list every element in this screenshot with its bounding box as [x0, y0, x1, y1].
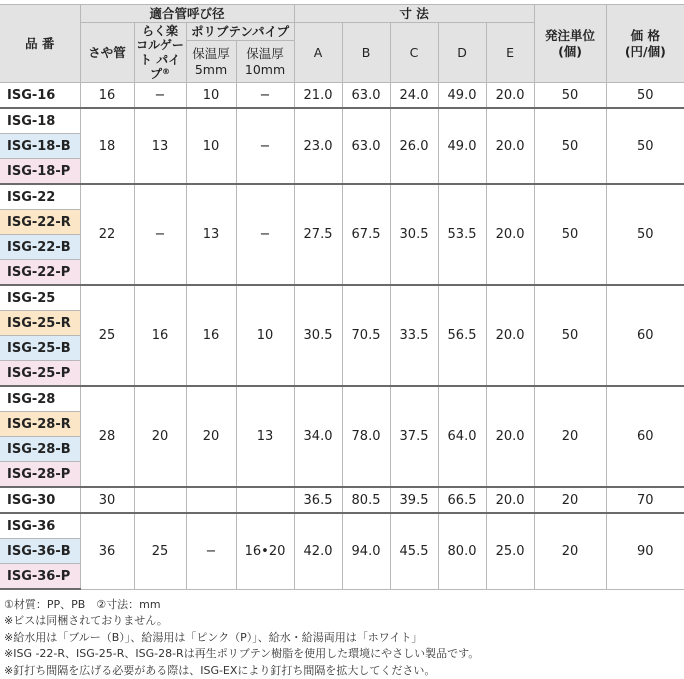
- note-line: ※給水用は「ブルー（B）」、給湯用は「ピンク（P）」、給水・給湯両用は「ホワイト」: [4, 630, 423, 644]
- note-line: ①材質：PP、PB ②寸法：mm: [4, 598, 161, 611]
- header-order-unit-line1: 発注単位: [545, 27, 596, 43]
- part-number-cell: ISG-18: [0, 108, 80, 134]
- corrugate-cell: 16: [134, 285, 186, 386]
- header-dim-c: C: [390, 23, 438, 83]
- part-number-cell: ISG-30: [0, 487, 80, 513]
- order-unit-cell: 50: [534, 108, 606, 184]
- insul-10-cell: −: [236, 108, 294, 184]
- table-row: [0, 184, 684, 210]
- sheath-cell: 16: [80, 83, 134, 109]
- dim-b-cell: 70.5: [342, 285, 390, 386]
- insul-5-cell: 10: [186, 108, 236, 184]
- insul-10-cell: [236, 487, 294, 513]
- header-corrugate-label: らく楽 コルゲート パイプ: [136, 23, 184, 81]
- table-row: [0, 513, 684, 539]
- price-cell: 50: [606, 83, 684, 109]
- dim-d-cell: 49.0: [438, 83, 486, 109]
- insul-10-cell: −: [236, 83, 294, 109]
- dim-a-cell: 21.0: [294, 83, 342, 109]
- dim-a-cell: 36.5: [294, 487, 342, 513]
- sheath-cell: 18: [80, 108, 134, 184]
- order-unit-cell: 50: [534, 184, 606, 285]
- header-dims: 寸 法: [294, 5, 534, 23]
- part-number-cell: ISG-36: [0, 513, 80, 539]
- dim-c-cell: 39.5: [390, 487, 438, 513]
- part-number-cell: ISG-25-R: [0, 311, 80, 336]
- header-price-line1: 価 格: [630, 27, 660, 43]
- header-insul-5: [186, 41, 236, 83]
- sheath-cell: 36: [80, 513, 134, 589]
- dim-e-cell: 20.0: [486, 83, 534, 109]
- insul-5-cell: 20: [186, 386, 236, 487]
- note-line: ※ISG -22-R、ISG-25-R、ISG-28-Rは再生ポリブテン樹脂を使用した環境にやさしい製品です。: [4, 647, 480, 661]
- table-row: [0, 285, 684, 311]
- header-insul-10: [236, 41, 294, 83]
- part-number-cell: ISG-18-P: [0, 159, 80, 185]
- dim-a-cell: 34.0: [294, 386, 342, 487]
- dim-e-cell: 20.0: [486, 487, 534, 513]
- part-number-cell: ISG-25-P: [0, 361, 80, 387]
- note-line: ※ビスは同梱されておりません。: [4, 614, 168, 628]
- header-polybutene: ポリブテンパイプ: [186, 23, 294, 41]
- dim-b-cell: 94.0: [342, 513, 390, 589]
- dim-b-cell: 63.0: [342, 83, 390, 109]
- corrugate-cell: −: [134, 83, 186, 109]
- part-number-cell: ISG-28: [0, 386, 80, 412]
- sheath-cell: 25: [80, 285, 134, 386]
- table-row: [0, 487, 684, 513]
- header-fit-group: 適合管呼び径: [80, 5, 294, 23]
- part-number-cell: ISG-22-B: [0, 235, 80, 260]
- dim-b-cell: 63.0: [342, 108, 390, 184]
- header-insul-10-line1: 保温厚: [246, 45, 284, 61]
- insul-10-cell: −: [236, 184, 294, 285]
- dim-c-cell: 33.5: [390, 285, 438, 386]
- dim-c-cell: 37.5: [390, 386, 438, 487]
- order-unit-cell: 20: [534, 386, 606, 487]
- header-price-line2: (円/個): [624, 43, 666, 59]
- insul-5-cell: 10: [186, 83, 236, 109]
- dim-e-cell: 25.0: [486, 513, 534, 589]
- order-unit-cell: 20: [534, 513, 606, 589]
- corrugate-cell: 13: [134, 108, 186, 184]
- table-row: [0, 386, 684, 412]
- header-corrugate: [134, 23, 186, 83]
- header-insul-10-line2: 10mm: [244, 61, 286, 77]
- price-cell: 90: [606, 513, 684, 589]
- dim-d-cell: 80.0: [438, 513, 486, 589]
- part-number-cell: ISG-25-B: [0, 336, 80, 361]
- dim-d-cell: 64.0: [438, 386, 486, 487]
- corrugate-cell: −: [134, 184, 186, 285]
- part-number-cell: ISG-18-B: [0, 134, 80, 159]
- dim-e-cell: 20.0: [486, 108, 534, 184]
- dim-a-cell: 23.0: [294, 108, 342, 184]
- price-cell: 70: [606, 487, 684, 513]
- header-order-unit-line2: (個): [558, 43, 583, 59]
- insul-10-cell: 16•20: [236, 513, 294, 589]
- insul-10-cell: 10: [236, 285, 294, 386]
- table-row: [0, 108, 684, 134]
- insul-5-cell: [186, 487, 236, 513]
- part-number-cell: ISG-28-B: [0, 437, 80, 462]
- order-unit-cell: 50: [534, 285, 606, 386]
- dim-d-cell: 66.5: [438, 487, 486, 513]
- dim-d-cell: 49.0: [438, 108, 486, 184]
- dim-c-cell: 45.5: [390, 513, 438, 589]
- order-unit-cell: 20: [534, 487, 606, 513]
- sheath-cell: 28: [80, 386, 134, 487]
- dim-b-cell: 78.0: [342, 386, 390, 487]
- insul-10-cell: 13: [236, 386, 294, 487]
- part-number-cell: ISG-36-P: [0, 564, 80, 590]
- spec-table-body: [0, 83, 684, 590]
- price-cell: 60: [606, 285, 684, 386]
- order-unit-cell: 50: [534, 83, 606, 109]
- part-number-cell: ISG-22: [0, 184, 80, 210]
- dim-b-cell: 80.5: [342, 487, 390, 513]
- price-cell: 60: [606, 386, 684, 487]
- corrugate-cell: 25: [134, 513, 186, 589]
- dim-e-cell: 20.0: [486, 386, 534, 487]
- insul-5-cell: −: [186, 513, 236, 589]
- dim-e-cell: 20.0: [486, 285, 534, 386]
- dim-a-cell: 30.5: [294, 285, 342, 386]
- dim-c-cell: 30.5: [390, 184, 438, 285]
- insul-5-cell: 13: [186, 184, 236, 285]
- dim-a-cell: 42.0: [294, 513, 342, 589]
- insul-5-cell: 16: [186, 285, 236, 386]
- header-dim-b: B: [342, 23, 390, 83]
- price-cell: 50: [606, 184, 684, 285]
- dim-c-cell: 24.0: [390, 83, 438, 109]
- sheath-cell: 30: [80, 487, 134, 513]
- header-dim-a: A: [294, 23, 342, 83]
- header-part-no: 品 番: [0, 5, 80, 83]
- registered-mark: ®: [162, 66, 170, 76]
- dim-e-cell: 20.0: [486, 184, 534, 285]
- part-number-cell: ISG-36-B: [0, 539, 80, 564]
- header-insul-5-line2: 5mm: [194, 61, 228, 77]
- part-number-cell: ISG-22-R: [0, 210, 80, 235]
- note-line: ※釘打ち間隔を広げる必要がある際は、ISG-EXにより釘打ち間隔を拡大してください。: [4, 663, 436, 677]
- header-insul-5-line1: 保温厚: [192, 45, 230, 61]
- table-row: [0, 83, 684, 109]
- dim-d-cell: 53.5: [438, 184, 486, 285]
- part-number-cell: ISG-28-P: [0, 462, 80, 488]
- price-cell: 50: [606, 108, 684, 184]
- dim-c-cell: 26.0: [390, 108, 438, 184]
- dim-d-cell: 56.5: [438, 285, 486, 386]
- corrugate-cell: 20: [134, 386, 186, 487]
- corrugate-cell: [134, 487, 186, 513]
- header-dim-d: D: [438, 23, 486, 83]
- notes: [4, 597, 479, 679]
- header-sheath: さや管: [80, 23, 134, 83]
- dim-a-cell: 27.5: [294, 184, 342, 285]
- part-number-cell: ISG-28-R: [0, 412, 80, 437]
- part-number-cell: ISG-22-P: [0, 260, 80, 286]
- sheath-cell: 22: [80, 184, 134, 285]
- part-number-cell: ISG-25: [0, 285, 80, 311]
- header-order-unit: [534, 5, 606, 83]
- header-price: [606, 5, 684, 83]
- header-dim-e: E: [486, 23, 534, 83]
- dim-b-cell: 67.5: [342, 184, 390, 285]
- spec-table: [0, 4, 684, 590]
- part-number-cell: ISG-16: [0, 83, 80, 109]
